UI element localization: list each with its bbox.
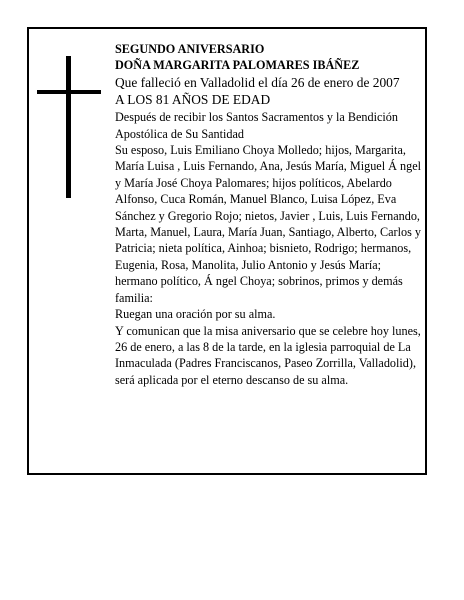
mass-paragraph: Y comunican que la misa aniversario que se celebre hoy lunes, 26 de enero, a las 8 de la tarde, en la iglesia parroquial de La Inmaculada (Padres Franciscanos, Paseo Zorrilla, Valladolid), será aplicada por el eterno descanso de su alma. (115, 323, 421, 387)
age-line: A LOS 81 AÑOS DE EDAD (115, 92, 271, 108)
cross-icon (37, 56, 101, 198)
cross-vertical-bar (66, 56, 71, 198)
obituary-text (115, 41, 421, 388)
obituary-frame (27, 27, 427, 475)
anniversary-heading: SEGUNDO ANIVERSARIO (115, 42, 265, 56)
sacraments-paragraph: Después de recibir los Santos Sacramentos y la Bendición Apostólica de Su Santidad (115, 110, 398, 141)
deceased-name: DOÑA MARGARITA PALOMARES IBÁÑEZ (115, 58, 360, 73)
family-paragraph: Su esposo, Luis Emiliano Choya Molledo; hijos, Margarita, María Luisa , Luis Fernando, Ana, Jesús María, Miguel Á ngel y María José Choya Palomares; hijos políticos, Abelardo Alfonso, Cuca Román, Manuel Blanco, Luisa López, Eva Sánchez y Gregorio Rojo; nietos, Javier , Luis, Luis Fernando, Marta, Manuel, Laura, María Juan, Santiago, Alberto, Carlos y Patricia; nieta política, Ainhoa; bisnieto, Rodrigo; hermanos, Eugenia, Rosa, Manolita, Julio Antonio y Jesús María; hermano político, Á ngel Choya; sobrinos, primos y demás familia: (115, 143, 421, 305)
cross-horizontal-bar (37, 90, 101, 94)
prayer-paragraph: Ruegan una oración por su alma. (115, 307, 276, 322)
death-date-line: Que falleció en Valladolid el día 26 de enero de 2007 (115, 74, 400, 90)
